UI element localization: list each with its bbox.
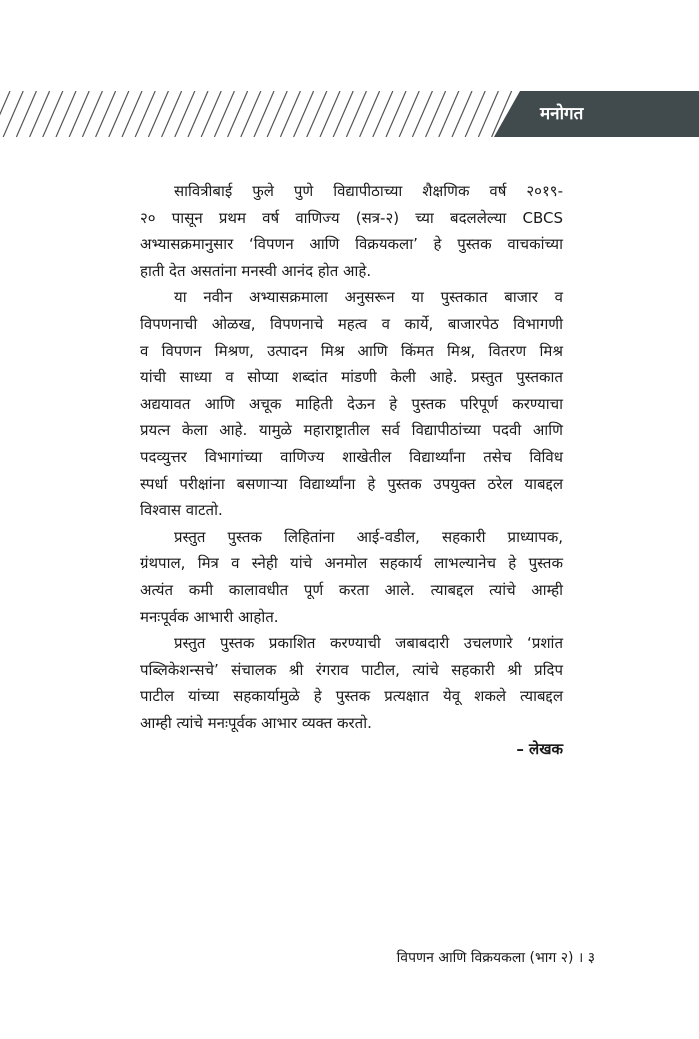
stripe: [56, 91, 76, 137]
text-line: व विपणन मिश्रण, उत्पादन मिश्र आणि किंमत मिश्र, वितरण मिश्र: [140, 341, 563, 360]
text-line: हाती देत असतांना मनस्वी आनंद होत आहे.: [140, 261, 372, 280]
text-line: पदव्युत्तर विभागांच्या वाणिज्य शाखेतील विद्यार्थ्यांना तसेच विविध: [140, 447, 563, 466]
stripe: [267, 91, 287, 137]
text-line: यांची साध्या व सोप्या शब्दांत मांडणी केली आहे. प्रस्तुत पुस्तकात: [140, 368, 563, 387]
text-line: अद्ययावत आणि अचूक माहिती देऊन हे पुस्तक परिपूर्ण करण्याचा: [140, 394, 563, 413]
stripe: [201, 91, 221, 137]
stripe: [465, 91, 485, 137]
preface-body: [140, 178, 563, 763]
paragraph: [140, 284, 563, 523]
text-line: सावित्रीबाई फुले पुणे विद्यापीठाच्या शैक्षणिक वर्ष २०१९-: [174, 182, 563, 200]
footer-book-title: विपणन आणि विक्रयकला (भाग २): [396, 950, 574, 966]
stripe: [399, 91, 419, 137]
paragraph: [140, 524, 563, 630]
stripe: [43, 91, 63, 137]
footer-separator: ।: [577, 950, 584, 966]
text-line: मनःपूर्वक आभारी आहोत.: [140, 607, 279, 626]
author-signature: – लेखक: [516, 740, 563, 759]
text-line: प्रयत्न केला आहे. यामुळे महाराष्ट्रातील सर्व विद्यापीठांच्या पदवी आणि: [140, 421, 563, 440]
stripe: [452, 91, 472, 137]
stripe: [122, 91, 142, 137]
stripe: [96, 91, 116, 137]
stripe: [241, 91, 261, 137]
striped-decoration: [0, 91, 699, 137]
paragraph: [140, 630, 563, 736]
text-line: प्रस्तुत पुस्तक प्रकाशित करण्याची जबाबदारी उचलणारे ‘प्रशांत: [174, 634, 563, 653]
header-band: [0, 91, 699, 137]
stripe: [175, 91, 195, 137]
page-title: मनोगत: [540, 104, 584, 124]
stripe: [439, 91, 459, 137]
stripe: [346, 91, 366, 137]
stripe: [426, 91, 446, 137]
page-number: ३: [587, 950, 595, 966]
stripe: [148, 91, 168, 137]
stripe: [109, 91, 129, 137]
text-line: पब्लिकेशन्सचे’ संचालक श्री रंगराव पाटील, त्यांचे सहकारी श्री प्रदिप: [140, 660, 563, 679]
stripe: [30, 91, 50, 137]
stripe: [360, 91, 380, 137]
stripe: [162, 91, 182, 137]
text-line: ग्रंथपाल, मित्र व स्नेही यांचे अनमोल सहकार्य लाभल्यानेच हे पुस्तक: [140, 554, 563, 573]
stripe: [188, 91, 208, 137]
stripe: [135, 91, 155, 137]
text-line: या नवीन अभ्यासक्रमाला अनुसरून या पुस्तकात बाजार व: [174, 288, 563, 307]
text-line: पाटील यांच्या सहकार्यामुळे हे पुस्तक प्रत्यक्षात येवू शकले त्याबद्दल: [140, 687, 563, 706]
stripe: [254, 91, 274, 137]
stripe: [0, 91, 10, 137]
stripe: [16, 91, 36, 137]
paragraph: [140, 178, 563, 284]
stripe: [373, 91, 393, 137]
text-line: स्पर्धा परीक्षांना बसणाऱ्या विद्यार्थ्यांना हे पुस्तक उपयुक्त ठरेल याबद्दल: [140, 474, 563, 493]
stripe: [69, 91, 89, 137]
text-line: २० पासून प्रथम वर्ष वाणिज्य (सत्र-२) च्या बदललेल्या CBCS: [140, 208, 563, 227]
text-line: प्रस्तुत पुस्तक लिहितांना आई-वडील, सहकारी प्राध्यापक,: [174, 527, 563, 546]
text-line: आम्ही त्यांचे मनःपूर्वक आभार व्यक्त करतो.: [140, 713, 372, 732]
stripe: [294, 91, 314, 137]
stripe: [320, 91, 340, 137]
stripe: [412, 91, 432, 137]
stripe: [386, 91, 406, 137]
text-line: अभ्यासक्रमानुसार ‘विपणन आणि विक्रयकला’ हे पुस्तक वाचकांच्या: [140, 235, 563, 254]
stripe: [3, 91, 23, 137]
stripe: [214, 91, 234, 137]
stripe: [478, 91, 498, 137]
text-line: विश्वास वाटतो.: [140, 501, 223, 520]
stripe: [280, 91, 300, 137]
text-line: अत्यंत कमी कालावधीत पूर्ण करता आले. त्याबद्दल त्यांचे आम्ही: [140, 580, 563, 599]
stripe: [228, 91, 248, 137]
stripe: [307, 91, 327, 137]
text-line: विपणनाची ओळख, विपणनाचे महत्व व कार्ये, बाजारपेठ विभागणी: [140, 314, 563, 333]
page-footer: [397, 948, 595, 967]
stripe: [333, 91, 353, 137]
stripe: [82, 91, 102, 137]
